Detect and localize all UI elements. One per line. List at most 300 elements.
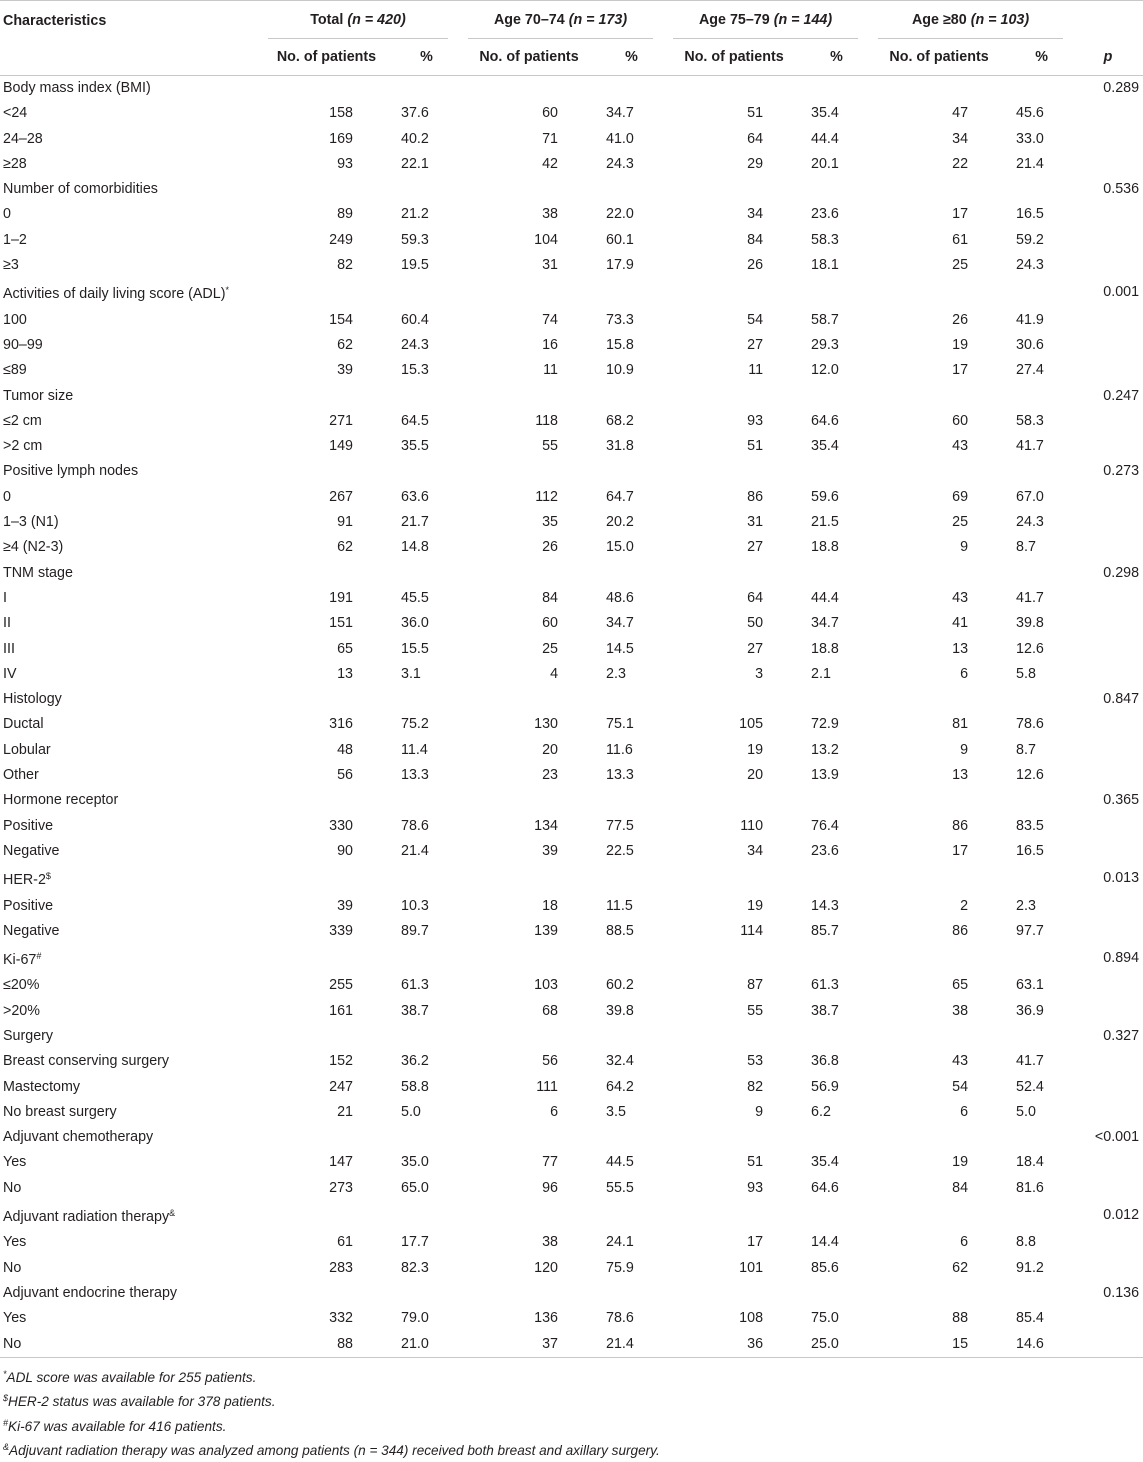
percent-cell: 44.4 — [811, 589, 839, 606]
count-cell: 25 — [952, 257, 969, 274]
percent-cell: 11.6 — [606, 741, 633, 758]
count-cell: 25 — [952, 514, 969, 531]
footnote-symbol: & — [3, 1442, 10, 1453]
percent-cell: 58.3 — [811, 231, 839, 248]
percent-cell: 59.2 — [1016, 231, 1044, 248]
row-label: Positive — [3, 817, 54, 834]
count-cell: 62 — [337, 336, 353, 353]
count-cell: 26 — [747, 257, 764, 274]
footnote-text: Adjuvant radiation therapy was analyzed among patients (n = 344) received both breast and axillary surgery. — [9, 1443, 660, 1459]
footnote-text: ADL score was available for 255 patients. — [6, 1369, 257, 1385]
percent-cell: 37.6 — [401, 105, 429, 122]
count-cell: 22 — [952, 155, 969, 172]
percent-cell: 10.3 — [401, 897, 429, 914]
category-label — [0, 459, 1073, 484]
count-cell: 105 — [739, 716, 764, 733]
count-cell: 11 — [748, 362, 764, 379]
table-row — [0, 814, 1143, 839]
category-row — [0, 1125, 1143, 1150]
p-value-empty — [1073, 1230, 1143, 1255]
percent-cell: 45.6 — [1016, 105, 1044, 122]
category-label — [0, 561, 1073, 586]
p-value-empty — [1073, 253, 1143, 278]
count-cell: 6 — [960, 1103, 969, 1120]
percent-cell: 24.3 — [1016, 257, 1044, 274]
row-label: 100 — [3, 311, 27, 328]
count-cell: 56 — [337, 767, 353, 784]
row-label: Yes — [3, 1234, 27, 1251]
percent-cell: 35.4 — [811, 1154, 839, 1171]
header-pct: % — [395, 39, 458, 76]
row-label: ≤89 — [3, 362, 27, 379]
p-value: 0.365 — [1103, 792, 1140, 809]
p-value-empty — [1073, 1100, 1143, 1125]
count-cell: 110 — [740, 817, 764, 834]
count-cell: 17 — [952, 206, 969, 223]
count-cell: 54 — [747, 311, 764, 328]
count-cell: 149 — [329, 438, 353, 455]
table-row — [0, 1230, 1143, 1255]
header-p-value: p — [1073, 39, 1143, 76]
percent-cell: 5.0 — [401, 1103, 421, 1120]
count-cell: 47 — [952, 105, 969, 122]
count-cell: 13 — [337, 665, 353, 682]
row-label: 1–2 — [3, 231, 27, 248]
percent-cell: 78.6 — [401, 817, 429, 834]
percent-cell: 12.0 — [811, 362, 839, 379]
table-body — [0, 76, 1143, 1358]
count-cell: 39 — [337, 362, 353, 379]
percent-cell: 41.0 — [606, 130, 634, 147]
percent-cell: 16.5 — [1016, 842, 1044, 859]
category-label-text: TNM stage — [3, 564, 73, 581]
percent-cell: 31.8 — [606, 438, 634, 455]
count-cell: 93 — [747, 412, 764, 429]
count-cell: 114 — [740, 922, 764, 939]
row-label: Lobular — [3, 741, 51, 758]
table-row — [0, 1100, 1143, 1125]
percent-cell: 40.2 — [401, 130, 429, 147]
category-row — [0, 278, 1143, 307]
category-label — [0, 1201, 1073, 1230]
p-value-empty — [1073, 1075, 1143, 1100]
percent-cell: 22.0 — [606, 206, 634, 223]
count-cell: 26 — [542, 539, 559, 556]
row-label: II — [3, 615, 11, 632]
percent-cell: 18.8 — [811, 640, 839, 657]
percent-cell: 36.2 — [401, 1053, 429, 1070]
count-cell: 9 — [960, 539, 969, 556]
percent-cell: 41.7 — [1016, 1053, 1044, 1070]
p-value: 0.247 — [1103, 387, 1140, 404]
percent-cell: 11.4 — [401, 741, 428, 758]
row-label: Breast conserving surgery — [3, 1053, 170, 1070]
count-cell: 2 — [960, 897, 969, 914]
category-label-text: Number of comorbidities — [3, 181, 158, 198]
count-cell: 255 — [329, 977, 353, 994]
percent-cell: 55.5 — [606, 1179, 634, 1196]
percent-cell: 16.5 — [1016, 206, 1044, 223]
row-label: Positive — [3, 897, 54, 914]
table-row — [0, 763, 1143, 788]
p-value-empty — [1073, 485, 1143, 510]
count-cell: 11 — [543, 362, 559, 379]
table-row — [0, 253, 1143, 278]
percent-cell: 58.8 — [401, 1078, 429, 1095]
count-cell: 71 — [542, 130, 559, 147]
count-cell: 191 — [329, 589, 353, 606]
percent-cell: 61.3 — [401, 977, 429, 994]
percent-cell: 34.7 — [606, 105, 634, 122]
count-cell: 247 — [329, 1078, 353, 1095]
percent-cell: 38.7 — [811, 1002, 839, 1019]
percent-cell: 75.2 — [401, 716, 429, 733]
count-cell: 39 — [337, 897, 353, 914]
category-row — [0, 459, 1143, 484]
percent-cell: 2.3 — [606, 665, 626, 682]
count-cell: 158 — [329, 105, 353, 122]
percent-cell: 15.5 — [401, 640, 429, 657]
count-cell: 273 — [329, 1179, 353, 1196]
header-no-patients: No. of patients — [458, 39, 600, 76]
count-cell: 93 — [337, 155, 353, 172]
count-cell: 41 — [952, 615, 969, 632]
count-cell: 120 — [534, 1259, 559, 1276]
percent-cell: 41.9 — [1016, 311, 1044, 328]
count-cell: 68 — [542, 1002, 559, 1019]
percent-cell: 36.0 — [401, 615, 429, 632]
p-value-empty — [1073, 202, 1143, 227]
category-row — [0, 944, 1143, 973]
table-row — [0, 973, 1143, 998]
table-row — [0, 1332, 1143, 1358]
count-cell: 38 — [542, 1234, 559, 1251]
count-cell: 86 — [952, 817, 969, 834]
percent-cell: 33.0 — [1016, 130, 1044, 147]
table-row — [0, 510, 1143, 535]
table-row — [0, 738, 1143, 763]
count-cell: 96 — [542, 1179, 559, 1196]
count-cell: 154 — [329, 311, 353, 328]
row-label: >2 cm — [3, 438, 43, 455]
count-cell: 31 — [747, 514, 764, 531]
row-label: Negative — [3, 842, 60, 859]
percent-cell: 63.6 — [401, 488, 429, 505]
percent-cell: 19.5 — [401, 257, 429, 274]
category-label-text: Tumor size — [3, 387, 74, 404]
percent-cell: 13.2 — [811, 741, 839, 758]
percent-cell: 77.5 — [606, 817, 634, 834]
category-row — [0, 788, 1143, 813]
p-value-empty — [1073, 894, 1143, 919]
header-no-patients: No. of patients — [868, 39, 1010, 76]
p-value-empty — [1073, 228, 1143, 253]
category-label-text: Body mass index (BMI) — [3, 80, 151, 96]
p-value-empty — [1073, 1306, 1143, 1331]
p-value-empty — [1073, 1256, 1143, 1281]
percent-cell: 23.6 — [811, 842, 839, 859]
category-row — [0, 76, 1143, 102]
table-row — [0, 919, 1143, 944]
category-label-text: Adjuvant radiation therapy — [3, 1209, 170, 1226]
percent-cell: 85.4 — [1016, 1310, 1044, 1327]
count-cell: 90 — [337, 842, 353, 859]
count-cell: 101 — [739, 1259, 764, 1276]
count-cell: 34 — [747, 842, 764, 859]
count-cell: 23 — [542, 767, 559, 784]
row-label: Ductal — [3, 716, 44, 733]
p-value-empty — [1073, 535, 1143, 560]
category-label — [0, 1125, 1073, 1150]
table-row — [0, 485, 1143, 510]
count-cell: 48 — [337, 741, 353, 758]
percent-cell: 32.4 — [606, 1053, 634, 1070]
percent-cell: 89.7 — [401, 922, 429, 939]
percent-cell: 45.5 — [401, 589, 429, 606]
footnote-marker: # — [36, 951, 42, 962]
table-row — [0, 535, 1143, 560]
percent-cell: 10.9 — [606, 362, 634, 379]
p-value-empty — [1073, 434, 1143, 459]
percent-cell: 23.6 — [811, 206, 839, 223]
percent-cell: 35.0 — [401, 1154, 429, 1171]
count-cell: 130 — [534, 716, 559, 733]
percent-cell: 59.3 — [401, 231, 429, 248]
percent-cell: 35.5 — [401, 438, 429, 455]
percent-cell: 11.5 — [606, 897, 633, 914]
percent-cell: 24.3 — [606, 155, 634, 172]
category-label — [0, 177, 1073, 202]
count-cell: 53 — [747, 1053, 764, 1070]
count-cell: 51 — [747, 438, 764, 455]
percent-cell: 78.6 — [1016, 716, 1044, 733]
count-cell: 62 — [337, 539, 353, 556]
percent-cell: 22.1 — [401, 155, 429, 172]
percent-cell: 21.4 — [1016, 155, 1044, 172]
count-cell: 13 — [952, 767, 969, 784]
category-label-text: Histology — [3, 691, 62, 708]
row-label: IV — [3, 665, 17, 682]
percent-cell: 79.0 — [401, 1310, 429, 1327]
percent-cell: 34.7 — [606, 615, 634, 632]
p-value: 0.136 — [1103, 1284, 1140, 1301]
percent-cell: 83.5 — [1016, 817, 1044, 834]
row-label: ≤20% — [3, 977, 40, 994]
p-value: 0.012 — [1103, 1207, 1140, 1224]
table-row — [0, 1075, 1143, 1100]
p-value-empty — [1073, 1332, 1143, 1358]
percent-cell: 21.0 — [395, 1332, 458, 1358]
p-value-empty — [1073, 1049, 1143, 1074]
row-label: 0 — [3, 206, 11, 223]
table-row — [0, 637, 1143, 662]
table-row — [0, 228, 1143, 253]
table-row — [0, 839, 1143, 864]
percent-cell: 44.4 — [811, 130, 839, 147]
category-row — [0, 687, 1143, 712]
percent-cell: 17.7 — [401, 1234, 429, 1251]
count-cell: 9 — [960, 741, 969, 758]
count-cell: 93 — [747, 1179, 764, 1196]
count-cell: 84 — [542, 589, 559, 606]
percent-cell: 27.4 — [1016, 362, 1044, 379]
count-cell: 283 — [329, 1259, 353, 1276]
header-characteristics: Characteristics — [0, 1, 258, 40]
percent-cell: 35.4 — [811, 438, 839, 455]
footnote — [3, 1364, 1143, 1389]
count-cell: 89 — [337, 206, 353, 223]
count-cell: 267 — [329, 488, 353, 505]
percent-cell: 81.6 — [1016, 1179, 1044, 1196]
count-cell: 15 — [868, 1332, 1010, 1358]
count-cell: 86 — [747, 488, 764, 505]
percent-cell: 25.0 — [805, 1332, 868, 1358]
count-cell: 136 — [534, 1310, 559, 1327]
category-label-text: Hormone receptor — [3, 792, 119, 809]
count-cell: 34 — [747, 206, 764, 223]
p-value-empty — [1073, 333, 1143, 358]
footnote-text: HER-2 status was available for 378 patients. — [8, 1394, 276, 1410]
count-cell: 54 — [952, 1078, 969, 1095]
table-row — [0, 894, 1143, 919]
p-value-empty — [1073, 814, 1143, 839]
row-label: 1–3 (N1) — [3, 514, 59, 531]
table-row — [0, 586, 1143, 611]
row-label: Other — [3, 767, 39, 784]
percent-cell: 29.3 — [811, 336, 839, 353]
header-sub-blank — [0, 39, 258, 76]
count-cell: 17 — [747, 1234, 764, 1251]
count-cell: 151 — [329, 615, 353, 632]
category-label — [0, 1024, 1073, 1049]
percent-cell: 36.8 — [811, 1053, 839, 1070]
percent-cell: 85.7 — [811, 922, 839, 939]
percent-cell: 35.4 — [811, 105, 839, 122]
row-label: No breast surgery — [3, 1103, 117, 1120]
p-value-empty — [1073, 999, 1143, 1024]
percent-cell: 82.3 — [401, 1259, 429, 1276]
count-cell: 161 — [329, 1002, 353, 1019]
header-pct: % — [1010, 39, 1073, 76]
category-label — [0, 864, 1073, 893]
count-cell: 43 — [952, 438, 969, 455]
percent-cell: 75.9 — [606, 1259, 634, 1276]
percent-cell: 72.9 — [811, 716, 839, 733]
percent-cell: 22.5 — [606, 842, 634, 859]
count-cell: 9 — [755, 1103, 764, 1120]
category-row — [0, 864, 1143, 893]
count-cell: 55 — [747, 1002, 764, 1019]
p-value-empty — [1073, 127, 1143, 152]
count-cell: 88 — [258, 1332, 395, 1358]
category-label-text: Activities of daily living score (ADL) — [3, 286, 226, 303]
header-row-sub — [0, 39, 1143, 76]
count-cell: 13 — [952, 640, 969, 657]
count-cell: 111 — [536, 1078, 559, 1095]
table-row — [0, 202, 1143, 227]
p-value: <0.001 — [1094, 1129, 1140, 1146]
count-cell: 86 — [952, 922, 969, 939]
category-row — [0, 177, 1143, 202]
count-cell: 82 — [747, 1078, 764, 1095]
percent-cell: 18.8 — [811, 539, 839, 556]
count-cell: 81 — [952, 716, 969, 733]
count-cell: 18 — [542, 897, 559, 914]
percent-cell: 64.6 — [811, 1179, 839, 1196]
table-row — [0, 1150, 1143, 1175]
count-cell: 34 — [952, 130, 969, 147]
p-value-empty — [1073, 1176, 1143, 1201]
count-cell: 169 — [329, 130, 353, 147]
count-cell: 118 — [535, 412, 559, 429]
category-label-text: HER-2 — [3, 872, 46, 889]
percent-cell: 41.7 — [1016, 438, 1044, 455]
count-cell: 77 — [542, 1154, 559, 1171]
table-row — [0, 1256, 1143, 1281]
percent-cell: 61.3 — [811, 977, 839, 994]
header-no-patients: No. of patients — [258, 39, 395, 76]
footnote-marker: $ — [45, 871, 51, 882]
percent-cell: 21.7 — [401, 514, 429, 531]
percent-cell: 14.8 — [401, 539, 429, 556]
percent-cell: 68.2 — [606, 412, 634, 429]
percent-cell: 3.1 — [401, 665, 421, 682]
percent-cell: 2.3 — [1016, 897, 1036, 914]
percent-cell: 5.8 — [1016, 665, 1036, 682]
count-cell: 84 — [747, 231, 764, 248]
count-cell: 249 — [329, 231, 353, 248]
category-row — [0, 384, 1143, 409]
percent-cell: 60.1 — [606, 231, 634, 248]
row-label: Yes — [3, 1154, 27, 1171]
count-cell: 64 — [747, 589, 764, 606]
percent-cell: 6.2 — [811, 1103, 831, 1120]
footnote-symbol: $ — [3, 1393, 9, 1404]
p-value: 0.327 — [1103, 1027, 1140, 1044]
footnote-marker: * — [225, 285, 229, 296]
row-label: ≤2 cm — [3, 412, 42, 429]
percent-cell: 24.1 — [606, 1234, 634, 1251]
count-cell: 16 — [542, 336, 559, 353]
count-cell: 103 — [534, 977, 559, 994]
category-label — [0, 687, 1073, 712]
footnote-symbol: * — [3, 1368, 7, 1379]
table-row — [0, 712, 1143, 737]
percent-cell: 13.9 — [811, 767, 839, 784]
count-cell: 60 — [542, 615, 559, 632]
count-cell: 56 — [542, 1053, 559, 1070]
percent-cell: 67.0 — [1016, 488, 1044, 505]
count-cell: 19 — [747, 741, 764, 758]
p-value-empty — [1073, 510, 1143, 535]
count-cell: 51 — [747, 1154, 764, 1171]
percent-cell: 58.7 — [811, 311, 839, 328]
percent-cell: 64.2 — [606, 1078, 634, 1095]
p-value-empty — [1073, 409, 1143, 434]
count-cell: 51 — [747, 105, 764, 122]
percent-cell: 52.4 — [1016, 1078, 1044, 1095]
percent-cell: 13.3 — [401, 767, 429, 784]
count-cell: 147 — [329, 1154, 353, 1171]
p-value: 0.894 — [1103, 950, 1140, 967]
percent-cell: 73.3 — [606, 311, 634, 328]
count-cell: 26 — [952, 311, 969, 328]
count-cell: 61 — [337, 1234, 353, 1251]
category-label — [0, 788, 1073, 813]
p-value-empty — [1073, 738, 1143, 763]
percent-cell: 78.6 — [606, 1310, 634, 1327]
count-cell: 4 — [550, 665, 559, 682]
